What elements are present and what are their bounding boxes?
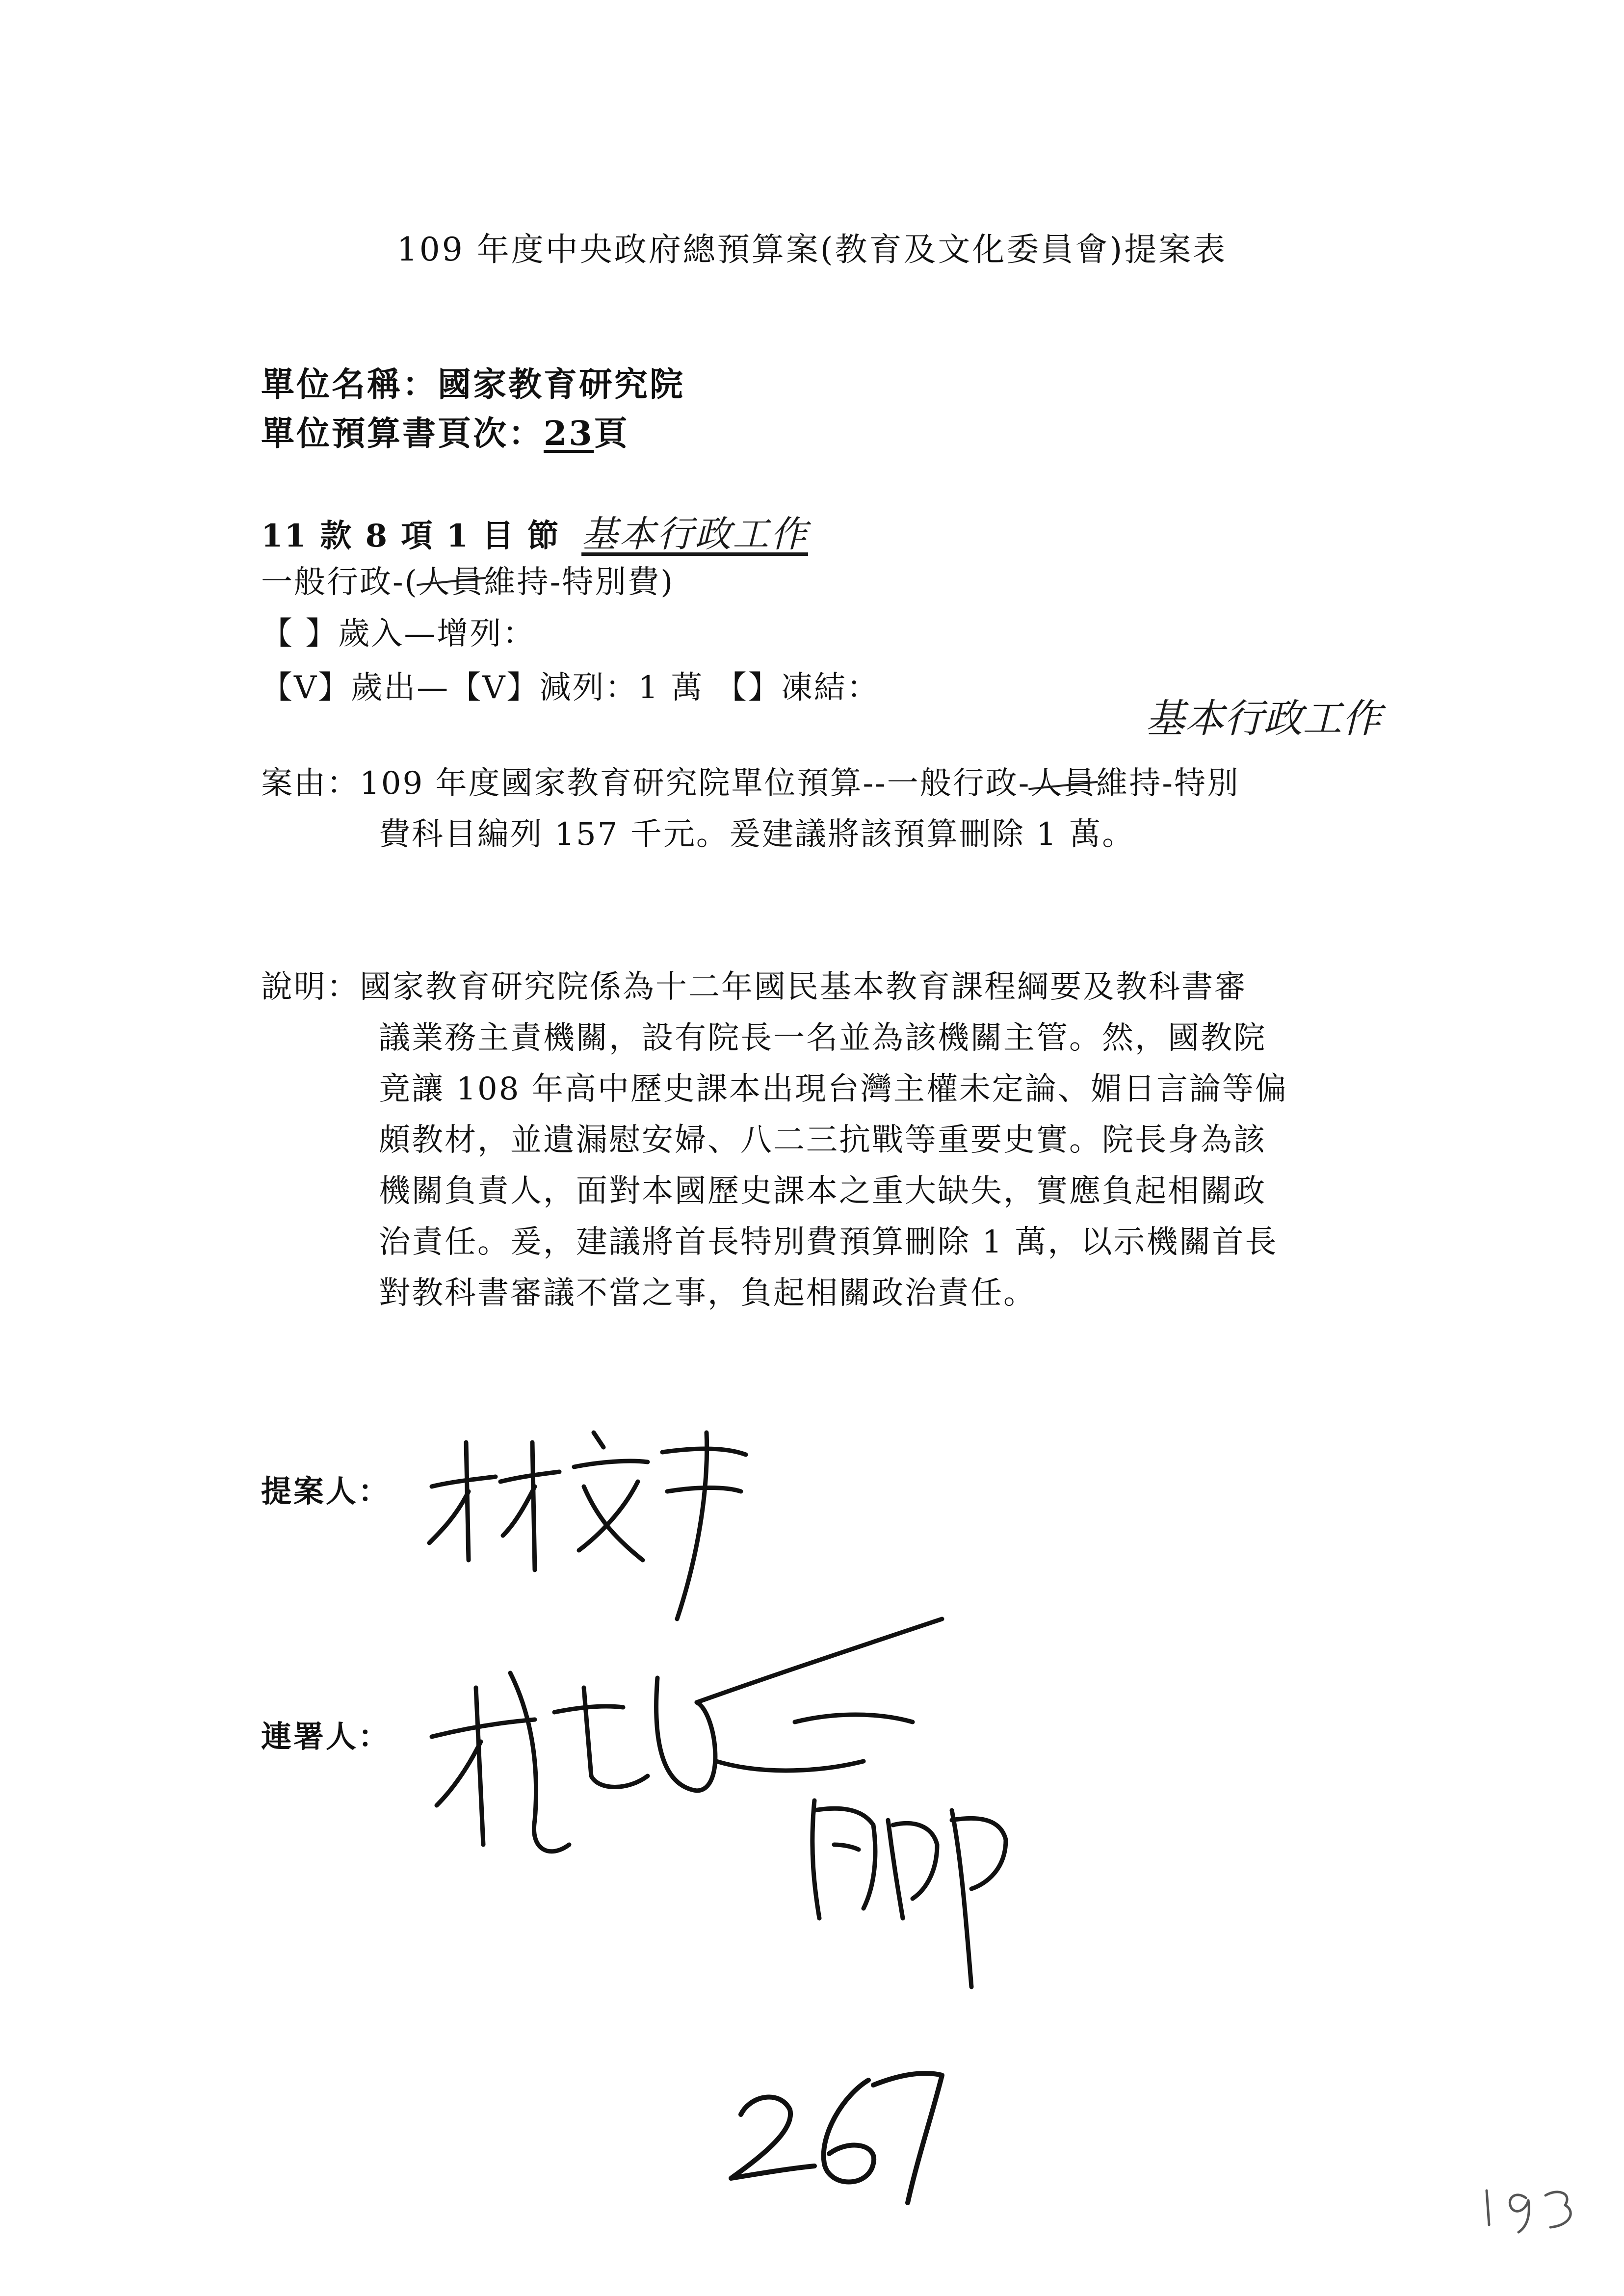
explain-line-1: 說明：國家教育研究院係為十二年國民基本教育課程綱要及教科書審 xyxy=(261,969,1247,1005)
explain-line-7: 對教科書審議不當之事，負起相關政治責任。 xyxy=(379,1275,1036,1311)
section-code-row xyxy=(261,505,808,557)
explain-label: 說明： xyxy=(261,969,360,1005)
page-title: 109 年度中央政府總預算案(教育及文化委員會)提案表 xyxy=(396,231,1228,268)
budget-page-suffix: 頁 xyxy=(594,414,629,453)
budget-page-label: 單位預算書頁次： xyxy=(261,414,544,453)
corner-handwritten-193 xyxy=(1477,2178,1585,2237)
cosigner-label: 連署人： xyxy=(261,1719,391,1754)
explain-line-3: 竟讓 108 年高中歷史課本出現台灣主權未定論、媚日言論等偏 xyxy=(379,1071,1288,1107)
case-line-1: 案由：109 年度國家教育研究院單位預算--一般行政-人員維持-特別 xyxy=(261,758,1419,809)
case-line-2: 費科目編列 157 千元。爰建議將該預算刪除 1 萬。 xyxy=(379,816,1135,853)
explain-line-2: 議業務主責機關，設有院長一名並為該機關主管。然，國教院 xyxy=(379,1020,1266,1056)
explain-line-5: 機關負責人，面對本國歷史課本之重大缺失，實應負起相關政 xyxy=(379,1173,1266,1209)
explanation-block xyxy=(261,962,1419,1319)
cosigner-signatures xyxy=(422,1614,1084,1997)
explain-line-4: 頗教材，並遺漏慰安婦、八二三抗戰等重要史實。院長身為該 xyxy=(379,1122,1266,1158)
expense-handwritten-note: 基本行政工作 xyxy=(1146,696,1381,741)
item-row xyxy=(261,557,674,602)
unit-name-row xyxy=(261,358,685,406)
case-block xyxy=(261,758,1419,860)
budget-page-number: 23 xyxy=(544,414,594,453)
unit-name-value: 國家教育研究院 xyxy=(438,365,685,404)
item-struck-text: 人員 xyxy=(419,557,484,602)
section-code: 11 款 8 項 1 目 節 xyxy=(261,518,560,554)
expense-row: 【V】歲出—【V】減列：1 萬 【】凍結： xyxy=(261,670,880,706)
proposer-signature xyxy=(422,1413,765,1629)
handwritten-page-number-267 xyxy=(721,2046,957,2213)
revenue-row: 【 】歲入—增列： xyxy=(261,616,536,652)
case-struck-text: 人員 xyxy=(1030,758,1096,809)
case-label: 案由： xyxy=(261,765,360,802)
explain-line-6: 治責任。爰，建議將首長特別費預算刪除 1 萬，以示機關首長 xyxy=(379,1224,1278,1260)
budget-page-row xyxy=(261,407,629,455)
item-prefix: 一般行政-( xyxy=(261,564,419,600)
proposer-label: 提案人： xyxy=(261,1473,391,1509)
item-suffix: 維持-特別費) xyxy=(484,564,675,600)
section-handwritten-note: 基本行政工作 xyxy=(581,513,809,555)
unit-name-label: 單位名稱： xyxy=(261,365,438,404)
